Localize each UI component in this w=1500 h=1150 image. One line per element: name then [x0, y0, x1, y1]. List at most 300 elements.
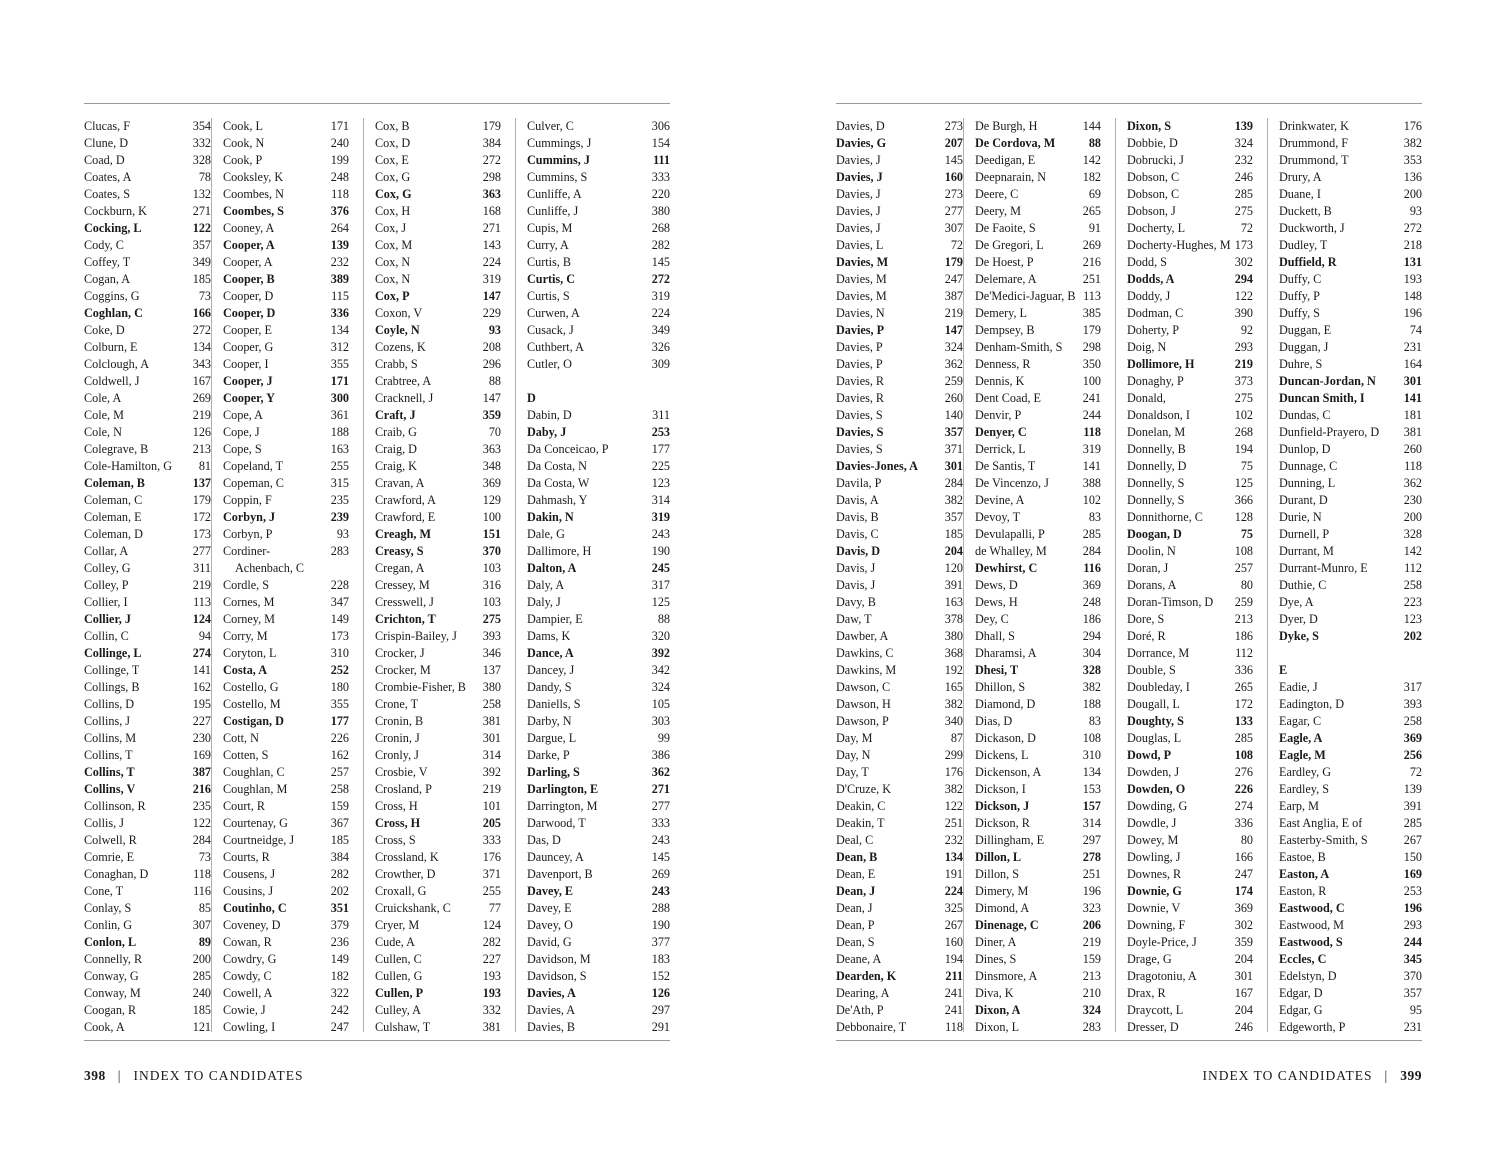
- index-entry: [84, 254, 211, 271]
- page-reference: 186: [1234, 629, 1253, 643]
- page-reference: 139: [1403, 782, 1422, 796]
- page-reference: 171: [330, 119, 349, 133]
- page-reference: 93: [488, 323, 501, 337]
- index-entry: [375, 849, 501, 866]
- candidate-name: Dancey, J: [527, 663, 575, 677]
- candidate-name: Darrington, M: [527, 799, 598, 813]
- index-entry: [223, 458, 349, 475]
- candidate-name: Dunlop, D: [1279, 442, 1331, 456]
- index-entry: [375, 696, 501, 713]
- index-entry: [375, 577, 501, 594]
- candidate-name: Donald,: [1127, 391, 1166, 405]
- candidate-name: Coleman, C: [84, 493, 143, 507]
- index-entry: [527, 645, 670, 662]
- page-reference: 196: [1403, 306, 1422, 320]
- page-reference: 200: [1403, 510, 1422, 524]
- page-reference: 134: [192, 340, 211, 354]
- candidate-name: Costigan, D: [223, 714, 284, 728]
- page-reference: 382: [1403, 136, 1422, 150]
- index-entry: [223, 509, 349, 526]
- candidate-name: Craib, G: [375, 425, 417, 439]
- page-reference: 123: [1403, 612, 1422, 626]
- index-entry: [1127, 492, 1253, 509]
- page-reference: 304: [1082, 646, 1101, 660]
- candidate-name: Doddy, J: [1127, 289, 1171, 303]
- index-entry: [836, 985, 963, 1002]
- index-entry: [836, 339, 963, 356]
- page-reference: 314: [482, 748, 501, 762]
- index-entry: [975, 118, 1101, 135]
- page-reference: 93: [336, 527, 349, 541]
- candidate-name: Davies, S: [836, 442, 883, 456]
- page-reference: 297: [651, 1003, 670, 1017]
- index-entry: [527, 900, 670, 917]
- candidate-name: Eardley, S: [1279, 782, 1329, 796]
- page-reference: 242: [330, 1003, 349, 1017]
- candidate-name: Culshaw, T: [375, 1020, 431, 1034]
- candidate-name: Davies, B: [527, 1020, 576, 1034]
- page-reference: 291: [651, 1020, 670, 1034]
- candidate-name: Cox, E: [375, 153, 409, 167]
- page-reference: 348: [482, 459, 501, 473]
- index-entry: [84, 526, 211, 543]
- page-reference: 142: [1082, 153, 1101, 167]
- index-entry: [223, 152, 349, 169]
- index-entry: [375, 1019, 501, 1036]
- candidate-name: Eastwood, M: [1279, 918, 1344, 932]
- page-reference: 260: [944, 391, 963, 405]
- index-entry: [1279, 203, 1422, 220]
- candidate-name: Cooper, Y: [223, 391, 275, 405]
- candidate-name: Corbyn, J: [223, 510, 276, 524]
- candidate-name: Easterby-Smith, S: [1279, 833, 1368, 847]
- page-reference: 393: [1403, 697, 1422, 711]
- index-entry: [1279, 747, 1422, 764]
- page-reference: 247: [944, 272, 963, 286]
- page-reference: 153: [1082, 782, 1101, 796]
- index-entry: [527, 220, 670, 237]
- candidate-name: Cooper, I: [223, 357, 269, 371]
- index-entry: [527, 560, 670, 577]
- page-reference: 165: [944, 680, 963, 694]
- candidate-name: Docherty, L: [1127, 221, 1186, 235]
- page-reference: 351: [330, 901, 349, 915]
- candidate-name: Dhillon, S: [975, 680, 1026, 694]
- page-reference: 176: [944, 765, 963, 779]
- index-entry: [84, 135, 211, 152]
- page-reference: 101: [482, 799, 501, 813]
- index-entry: [975, 594, 1101, 611]
- index-entry: [84, 475, 211, 492]
- page-reference: 256: [1403, 748, 1422, 762]
- candidate-name: Easton, A: [1279, 867, 1330, 881]
- page-reference: 169: [192, 748, 211, 762]
- candidate-name: Dickenson, A: [975, 765, 1042, 779]
- index-entry: [84, 356, 211, 373]
- index-entry: [527, 322, 670, 339]
- page-reference: 180: [330, 680, 349, 694]
- index-entry: [1279, 118, 1422, 135]
- index-entry: [527, 271, 670, 288]
- page-reference: 177: [651, 442, 670, 456]
- page-reference: 166: [1234, 850, 1253, 864]
- index-entry: [975, 135, 1101, 152]
- candidate-name: Double, S: [1127, 663, 1176, 677]
- index-entry: [1127, 356, 1253, 373]
- candidate-name: Cowie, J: [223, 1003, 266, 1017]
- page-reference: 246: [1234, 170, 1253, 184]
- index-entry: [975, 356, 1101, 373]
- index-entry: [223, 373, 349, 390]
- index-entry: [84, 832, 211, 849]
- index-entry: [1279, 169, 1422, 186]
- index-entry: [836, 509, 963, 526]
- index-entry: [1279, 356, 1422, 373]
- page-reference: 182: [330, 969, 349, 983]
- candidate-name: Dearing, A: [836, 986, 890, 1000]
- index-entry: [975, 713, 1101, 730]
- page-reference: 384: [330, 850, 349, 864]
- candidate-name: Davies, A: [527, 986, 576, 1000]
- candidate-name: Dabin, D: [527, 408, 572, 422]
- index-entry: [1279, 900, 1422, 917]
- page-reference: 191: [944, 867, 963, 881]
- candidate-name: Coggins, G: [84, 289, 140, 303]
- index-entry: [1127, 934, 1253, 951]
- candidate-name: Dorans, A: [1127, 578, 1177, 592]
- page-reference: 244: [1082, 408, 1101, 422]
- index-entry: [375, 662, 501, 679]
- index-entry: [375, 798, 501, 815]
- index-entry: [1127, 237, 1253, 254]
- index-entry: [223, 815, 349, 832]
- page-reference: 243: [651, 884, 670, 898]
- page-reference: 183: [651, 952, 670, 966]
- candidate-name: De Santis, T: [975, 459, 1036, 473]
- index-entry: [975, 492, 1101, 509]
- page-reference: 73: [198, 850, 211, 864]
- index-entry: [975, 509, 1101, 526]
- page-reference: 343: [192, 357, 211, 371]
- page-reference: 251: [944, 816, 963, 830]
- candidate-name: Cooper, G: [223, 340, 274, 354]
- candidate-name: Cole, N: [84, 425, 122, 439]
- index-entry: [527, 781, 670, 798]
- candidate-name: Deal, C: [836, 833, 874, 847]
- candidate-name: Dollimore, H: [1127, 357, 1195, 371]
- candidate-name: Cowell, A: [223, 986, 273, 1000]
- page-reference: 89: [198, 935, 211, 949]
- page-reference: 312: [330, 340, 349, 354]
- page-reference: 205: [482, 816, 501, 830]
- index-entry: [527, 441, 670, 458]
- page-reference: 267: [1403, 833, 1422, 847]
- page-reference: 75: [1240, 527, 1253, 541]
- page-reference: 247: [1234, 867, 1253, 881]
- page-reference: 216: [1082, 255, 1101, 269]
- page-reference: 124: [192, 612, 211, 626]
- page-reference: 239: [330, 510, 349, 524]
- page-reference: 277: [944, 204, 963, 218]
- page-reference: 332: [482, 1003, 501, 1017]
- page-reference: 95: [1409, 1003, 1422, 1017]
- candidate-name: Cuthbert, A: [527, 340, 584, 354]
- page-reference: 251: [1082, 867, 1101, 881]
- candidate-name: Duthie, C: [1279, 578, 1327, 592]
- index-entry: [527, 883, 670, 900]
- index-entry: [84, 288, 211, 305]
- candidate-name: Cornes, M: [223, 595, 275, 609]
- candidate-name: Cronin, B: [375, 714, 424, 728]
- candidate-name: Cox, G: [375, 170, 411, 184]
- page-reference: 382: [944, 493, 963, 507]
- index-entry: [1279, 390, 1422, 407]
- index-entry: [375, 713, 501, 730]
- candidate-name: Cox, N: [375, 272, 411, 286]
- index-entry: [836, 815, 963, 832]
- index-entry: [375, 424, 501, 441]
- candidate-name: Collar, A: [84, 544, 129, 558]
- page-reference: 193: [1403, 272, 1422, 286]
- candidate-name: Eardley, G: [1279, 765, 1331, 779]
- candidate-name: Daniells, S: [527, 697, 581, 711]
- candidate-name: Craig, K: [375, 459, 417, 473]
- candidate-name: Cross, H: [375, 799, 418, 813]
- index-entry: [1127, 390, 1253, 407]
- index-entry: [975, 339, 1101, 356]
- candidate-name: Duggan, J: [1279, 340, 1329, 354]
- index-entry: [836, 1002, 963, 1019]
- candidate-name: Davies, R: [836, 374, 885, 388]
- index-entry: [836, 169, 963, 186]
- index-entry: [836, 917, 963, 934]
- candidate-name: Cott, N: [223, 731, 259, 745]
- index-entry: [527, 798, 670, 815]
- page-reference: 219: [192, 578, 211, 592]
- page-reference: 185: [330, 833, 349, 847]
- candidate-name: Durie, N: [1279, 510, 1322, 524]
- index-entry: [1279, 883, 1422, 900]
- page-reference: 118: [1083, 425, 1101, 439]
- page-reference: 230: [192, 731, 211, 745]
- index-entry: [1127, 645, 1253, 662]
- index-entry: [1279, 407, 1422, 424]
- index-entry: [1279, 781, 1422, 798]
- index-entry: [836, 560, 963, 577]
- page-reference: 176: [482, 850, 501, 864]
- page-reference: 326: [651, 340, 670, 354]
- page-reference: 81: [198, 459, 211, 473]
- index-entry: [223, 968, 349, 985]
- index-columns: [836, 118, 1422, 1032]
- index-entry: [1127, 305, 1253, 322]
- page-reference: 147: [482, 289, 501, 303]
- page-reference: 227: [192, 714, 211, 728]
- index-entry: [84, 798, 211, 815]
- index-entry: [1279, 509, 1422, 526]
- candidate-name: Eadington, D: [1279, 697, 1344, 711]
- index-entry: [975, 968, 1101, 985]
- page-reference: 362: [944, 357, 963, 371]
- page-reference: 389: [330, 272, 349, 286]
- page-reference: 228: [330, 578, 349, 592]
- index-entry: [836, 475, 963, 492]
- candidate-name: Cummins, J: [527, 153, 590, 167]
- candidate-name: Deedigan, E: [975, 153, 1036, 167]
- spacer: [527, 373, 670, 390]
- candidate-name: Coombes, S: [223, 204, 284, 218]
- candidate-name: Coyle, N: [375, 323, 420, 337]
- page-reference: 134: [944, 850, 963, 864]
- candidate-name: Davies, A: [527, 1003, 576, 1017]
- page-reference: 226: [1234, 782, 1253, 796]
- index-entry: [836, 611, 963, 628]
- page-reference: 342: [651, 663, 670, 677]
- index-entry: [1127, 577, 1253, 594]
- candidate-name: Dinsmore, A: [975, 969, 1038, 983]
- candidate-name: Collins, T: [84, 765, 135, 779]
- candidate-name: Crossland, K: [375, 850, 439, 864]
- candidate-name: Darby, N: [527, 714, 572, 728]
- index-entry: [375, 747, 501, 764]
- index-entry: [375, 203, 501, 220]
- index-entry: [1279, 764, 1422, 781]
- page-reference: 382: [944, 782, 963, 796]
- page-reference: 133: [1234, 714, 1253, 728]
- candidate-name: Diner, A: [975, 935, 1017, 949]
- index-entry: [836, 968, 963, 985]
- index-entry: [223, 747, 349, 764]
- page-footer: [84, 1068, 303, 1084]
- index-entry: [375, 356, 501, 373]
- page-reference: 265: [1082, 204, 1101, 218]
- index-entry: [975, 577, 1101, 594]
- candidate-name: Docherty-Hughes, M: [1127, 238, 1231, 252]
- candidate-name: Denvir, P: [975, 408, 1022, 422]
- page-reference: 167: [1234, 986, 1253, 1000]
- page-reference: 120: [944, 561, 963, 575]
- index-entry: [527, 152, 670, 169]
- index-entry: [836, 390, 963, 407]
- index-entry: [975, 305, 1101, 322]
- page-reference: 285: [1234, 731, 1253, 745]
- index-entry: [84, 849, 211, 866]
- index-entry: [223, 390, 349, 407]
- page-reference: 373: [1234, 374, 1253, 388]
- candidate-name: Conlin, G: [84, 918, 133, 932]
- candidate-name: East Anglia, E of: [1279, 816, 1363, 830]
- candidate-name: Dillon, S: [975, 867, 1020, 881]
- page-reference: 213: [1234, 612, 1253, 626]
- page-reference: 159: [330, 799, 349, 813]
- page-reference: 108: [1082, 731, 1101, 745]
- candidate-name: Dresser, D: [1127, 1020, 1179, 1034]
- page-reference: 142: [1403, 544, 1422, 558]
- candidate-name: Davies, S: [836, 425, 884, 439]
- index-entry: [84, 560, 211, 577]
- candidate-name: Davies, J: [836, 170, 883, 184]
- page-reference: 91: [1088, 221, 1101, 235]
- candidate-name: Donaldson, I: [1127, 408, 1190, 422]
- index-entry: [1127, 203, 1253, 220]
- candidate-name: Eccles, C: [1279, 952, 1327, 966]
- page-reference: 185: [192, 272, 211, 286]
- page-reference: 244: [1403, 935, 1422, 949]
- index-entry: [527, 764, 670, 781]
- page-reference: 391: [1403, 799, 1422, 813]
- candidate-name: Dillon, L: [975, 850, 1022, 864]
- page-reference: 357: [944, 510, 963, 524]
- page-reference: 219: [1234, 357, 1253, 371]
- page-reference: 219: [944, 306, 963, 320]
- page-reference: 231: [1403, 1020, 1422, 1034]
- page-reference: 385: [1082, 306, 1101, 320]
- index-entry: [836, 730, 963, 747]
- candidate-name: Collinge, T: [84, 663, 140, 677]
- page-reference: 298: [1082, 340, 1101, 354]
- page-reference: 196: [1082, 884, 1101, 898]
- page-reference: 379: [330, 918, 349, 932]
- candidate-name: Dale, G: [527, 527, 565, 541]
- page-reference: 282: [330, 867, 349, 881]
- index-entry: [1127, 679, 1253, 696]
- candidate-name: Crocker, M: [375, 663, 431, 677]
- index-entry: [375, 560, 501, 577]
- candidate-name: Doughty, S: [1127, 714, 1184, 728]
- bottom-rule: [836, 1040, 1422, 1041]
- candidate-name: Deakin, T: [836, 816, 885, 830]
- index-entry: [975, 169, 1101, 186]
- candidate-name: Dowdle, J: [1127, 816, 1177, 830]
- page-reference: 333: [651, 816, 670, 830]
- candidate-name: Cope, S: [223, 442, 262, 456]
- page-reference: 241: [1082, 391, 1101, 405]
- page-reference: 112: [1404, 561, 1422, 575]
- page-reference: 366: [1234, 493, 1253, 507]
- index-entry: [1279, 815, 1422, 832]
- candidate-name: Durant, D: [1279, 493, 1328, 507]
- candidate-name: Dauncey, A: [527, 850, 584, 864]
- page-reference: 309: [651, 357, 670, 371]
- page-reference: 93: [1409, 204, 1422, 218]
- candidate-name: Dampier, E: [527, 612, 583, 626]
- index-entry: [527, 1019, 670, 1036]
- page-reference: 322: [330, 986, 349, 1000]
- index-entry: [375, 611, 501, 628]
- candidate-name: D'Cruze, K: [836, 782, 891, 796]
- candidate-name: Dean, J: [836, 884, 876, 898]
- index-entry: [527, 679, 670, 696]
- page-reference: 310: [330, 646, 349, 660]
- page-reference: 381: [482, 1020, 501, 1034]
- page-reference: 362: [651, 765, 670, 779]
- candidate-name: Cole, A: [84, 391, 122, 405]
- page-reference: 154: [651, 136, 670, 150]
- index-entry: [1279, 985, 1422, 1002]
- candidate-name: de Whalley, M: [975, 544, 1047, 558]
- index-entry: [84, 271, 211, 288]
- index-entry: [975, 407, 1101, 424]
- index-entry: [1279, 968, 1422, 985]
- page-reference: 122: [944, 799, 963, 813]
- page-reference: 70: [488, 425, 501, 439]
- candidate-name: Corbyn, P: [223, 527, 273, 541]
- candidate-name: Dallimore, H: [527, 544, 592, 558]
- candidate-name: Cutler, O: [527, 357, 572, 371]
- index-entry: [223, 662, 349, 679]
- candidate-name: Dowey, M: [1127, 833, 1179, 847]
- candidate-name: Davis, J: [836, 578, 876, 592]
